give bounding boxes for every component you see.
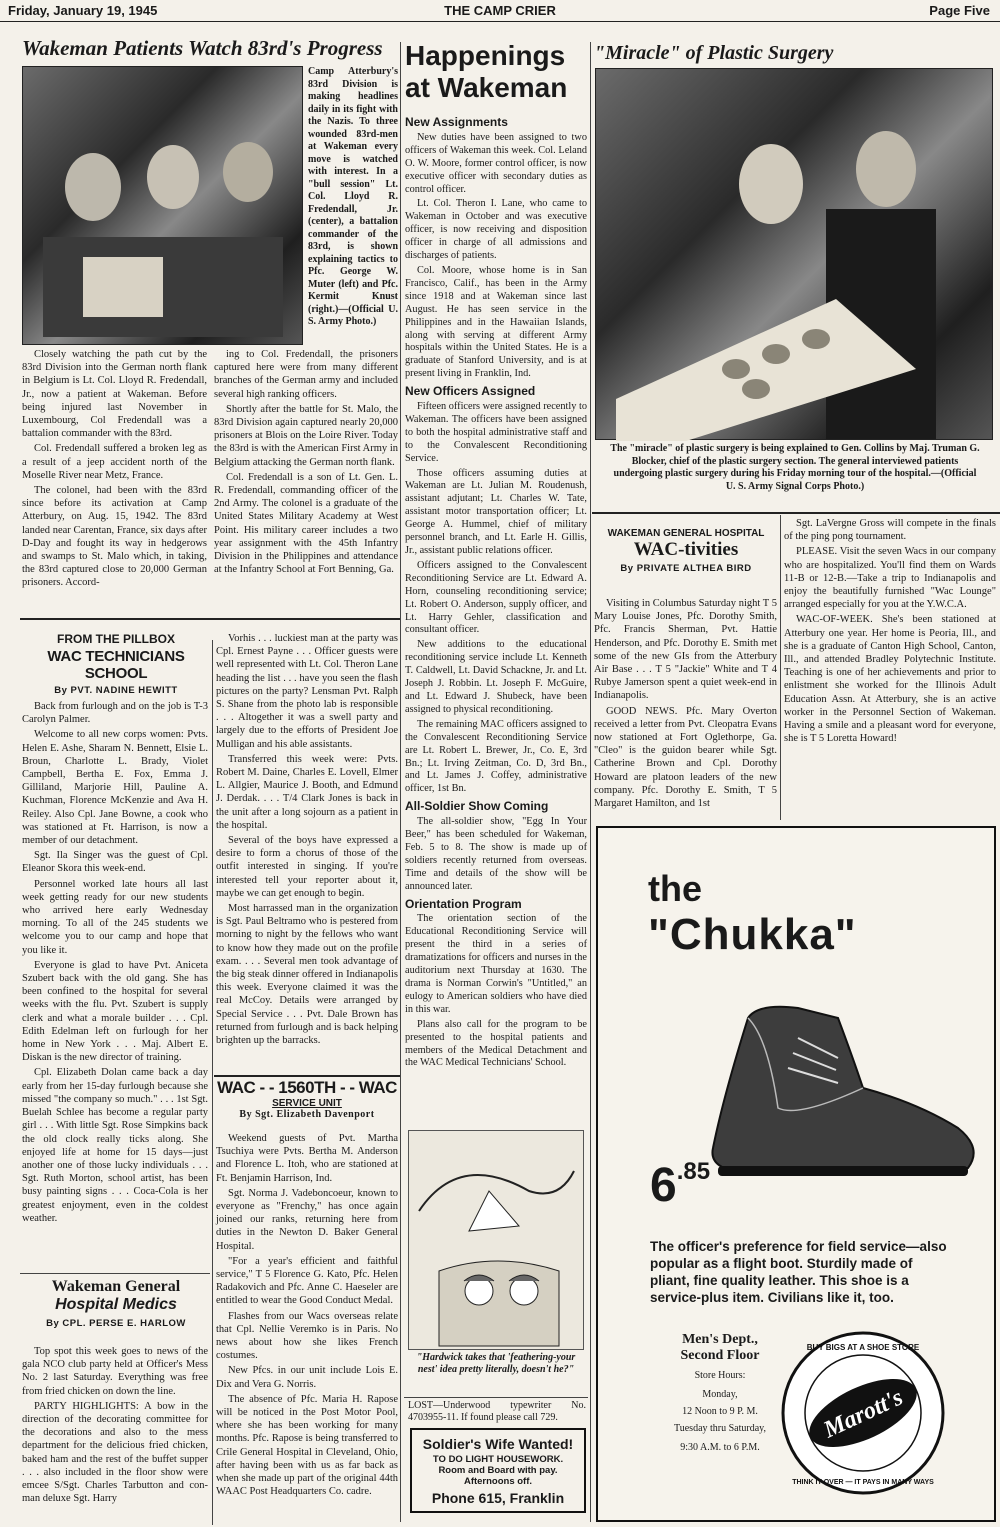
- subhead: Orientation Program: [405, 896, 522, 911]
- paragraph: New additions to the educational reconditioning service include Lt. Kenneth T. Caldwell, Lt. David Schackne, Jr. and Lt. Joseph J. Robbin. Lt. Joseph F. McGuire, and Lt. Edward J. Shubeck, have been assigned to physical reconditioning.: [405, 639, 587, 715]
- paragraph: Sgt. Ila Singer was the guest of Cpl. Eleanor Skora this week-end.: [22, 850, 208, 875]
- chukka-the: the: [648, 868, 702, 909]
- issue-date: Friday, January 19, 1945: [8, 3, 158, 18]
- pillbox-column-1: [22, 700, 208, 1278]
- paragraph: Welcome to all new corps women: Pvts. Helen E. Ashe, Sharam N. Bennett, Elsie L. Broun, Charlotte L. Brady, Violet Campbell, Bertha E. Fox, Emma J. Gilliland, Marjorie Hill, Pauline A. Kuchman, Florence McKenzie and Ava H. Reiley. Also Cpl. Jane Bowne, a cook who was stationed at Ft. Harrison, is now a member of our detachment.: [22, 729, 208, 847]
- happenings-headline: Happenings at Wakeman: [405, 40, 568, 103]
- marotts-seal-icon: [778, 1328, 948, 1498]
- medics-title-2: Hospital Medics: [55, 1296, 177, 1313]
- paragraph: The all-soldier show, "Egg In Your Beer," has been scheduled for Wakeman, Feb. 5 to 8. The show is made up of soldiers recently returned from overseas. Time and details of the show will be announced later.: [405, 816, 587, 892]
- paragraph: Several of the boys have expressed a desire to form a chorus of those of the outfit interested in singing. If you're interested tell your reporter about it, maybe we can get enough to begin.: [216, 835, 398, 899]
- newspaper-name: THE CAMP CRIER: [444, 3, 556, 18]
- hours-title: Store Hours:: [694, 1370, 746, 1381]
- wife-ad-line1: TO DO LIGHT HOUSEWORK.: [432, 1454, 564, 1465]
- paragraph: Col. Moore, whose home is in San Francisco, Calif., has been in the Army since 1918 and at Wakeman since last August. He has seen service in the Philippines and in the Hawaiian Islands, along with serving at different Army hospitals within the United States. He is a graduate of Stanford University, and is at present living in Franklin, Ind.: [405, 264, 587, 380]
- paragraph: The orientation section of the Educational Reconditioning Service will present the third in a series of dramatizations for officers and nurses in the auditorium next Thursday at 1630. The drama is Norman Corwin's "Untitled," an eulogy to American soldiers who have died in this war.: [405, 913, 587, 1015]
- paragraph: Col. Fredendall suffered a broken leg as a result of a jeep accident north of the Moselle River near Metz, France.: [22, 443, 207, 481]
- cartoon-caption: "Hardwick takes that 'feathering-your nest' idea pretty literally, doesn't he?": [416, 1352, 576, 1375]
- surgery-photo-image: [596, 69, 994, 441]
- soldiers-wife-ad: [410, 1428, 586, 1513]
- wactivities-kicker: WAKEMAN GENERAL HOSPITAL: [607, 528, 765, 539]
- paragraph: The remaining MAC officers assigned to the Convalescent Reconditioning Service are Lt. Robert L. Brewer, Jr., Co. E, 3rd Bn.; Lt. Irving Zeitman, Co. D, 3rd Bn., and Lt. James J. Coffey, administrative officer, 1st Bn.: [405, 718, 587, 795]
- wactivities-head: [594, 528, 778, 584]
- subhead: New Officers Assigned: [405, 384, 536, 399]
- medics-head: [22, 1278, 210, 1338]
- wife-ad-phone: Phone 615, Franklin: [431, 1490, 565, 1506]
- paragraph: Cpl. Elizabeth Dolan came back a day early from her 15-day furlough because she missed "the company so much." . . . 1st Sgt. Buelah Schlee has become a regular party girl . . . With little Sgt. Rose Simpkins back the old clock really ticks along. She enjoyed life at home for 15 days—just another one of those lucky individuals . . . Sgt. Ruth Morton, school artist, has been busy painting signs . . . Coca-Cola is her greatest enjoyment, even in the coldest weather.: [22, 1067, 208, 1224]
- wac1560-head: [216, 1078, 398, 1128]
- paragraph: GOOD NEWS. Pfc. Mary Overton received a letter from Pvt. Cleopatra Evans now stationed at Fort Oglethorpe, Ga. "Cleo" is the guidon bearer while Sgt. Catherine Brown and Cpl. Dorothy Howard are platoon leaders of the new company. Pfc. Dorothy E. Smith, T 5 Margaret Hamilton, and 1st: [594, 705, 777, 810]
- chukka-copy: The officer's preference for field service—also popular as a flight boot. Sturdily made of pliant, fine quality leather. This shoe is a service-plus item. Civilians like it, too.: [650, 1239, 947, 1305]
- paragraph: Sgt. Norma J. Vadeboncoeur, known to everyone as "Frenchy," has once again joined our ranks, returning here from duties in the Newton D. Baker General Hospital.: [216, 1187, 398, 1252]
- paragraph: Vorhis . . . luckiest man at the party was Cpl. Ernest Payne . . . Officer guests were well represented with Lt. Col. Theron Lane heading the list . . . have you seen the flash pictures on the party? Lensman Pvt. Ralph S. Shane from the photo lab is responsible . . . Altogether it was a swell party and largely due to the efforts of President Joe Mulligan and his able assistants.: [216, 633, 398, 750]
- hours-line-3: Tuesday thru Saturday,: [673, 1423, 767, 1434]
- paragraph: PARTY HIGHLIGHTS: A bow in the direction of the decorating committee for the decorations and also to the mess department for the delicious fried chicken, baked ham and the rest of the buffet supper . . . also included in the floor show were emcee S/Sgt. Charles Tarbutton and con-man deluxe Sgt. Harry: [22, 1400, 208, 1505]
- column-rule: [590, 42, 591, 1522]
- wactivities-title: WAC-tivities: [633, 539, 739, 560]
- page-number: Page Five: [929, 3, 990, 18]
- section-divider: [214, 1075, 400, 1077]
- paragraph: Those officers assuming duties at Wakeman are Lt. Julian M. Roudenush, assistant adjutant; Lt. Charles W. Tate, assistant motor transportation officer; Lt. George A. Hummel, chief of military personnel branch, and Lt. Earle H. Gillis, Jr., assistant public relations officer.: [405, 467, 587, 556]
- pillbox-byline: By PVT. NADINE HEWITT: [54, 685, 178, 696]
- medics-body: [22, 1345, 208, 1523]
- paragraph: New Pfcs. in our unit include Lois E. Dix and Vera G. Norris.: [216, 1365, 398, 1390]
- hours-line-1: Monday,: [702, 1389, 738, 1400]
- wife-ad-title: Soldier's Wife Wanted!: [422, 1436, 574, 1452]
- paragraph: Most harrassed man in the organization is Sgt. Paul Beltramo who is pestered from morning to night by the fellows who want to know how they made out on the profile exam. . . . Several men took advantage of the big steak dinner offered in Indianapolis this week. Everyone claimed it was the real McCoy. Details were arranged by Special Service . . . Pvt. Dale Brown has returned from furlough and is back helping brighten up the barracks.: [216, 903, 398, 1047]
- pillbox-column-2: [216, 632, 398, 1077]
- wactivities-column-1: [594, 597, 777, 817]
- wife-ad-line2: Room and Board with pay. Afternoons off.: [438, 1465, 558, 1487]
- wac1560-title: WAC - - 1560TH - - WAC: [217, 1078, 397, 1097]
- dept-line-2: Second Floor: [680, 1348, 760, 1363]
- paragraph: Back from furlough and on the job is T-3 Carolyn Palmer.: [22, 701, 208, 726]
- svg-text:THINK IT OVER — IT PAYS IN MAN: THINK IT OVER — IT PAYS IN MANY WAYS: [792, 1479, 934, 1486]
- chukka-ad: [596, 826, 996, 1522]
- cartoon-drawing: [409, 1131, 585, 1351]
- story1-photo-caption: Camp Atterbury's 83rd Division is making headlines daily in its fight with the Nazis. To three wounded 83rd-men at Wakeman every move is watched with interest. In a "bull session" Lt. Col. Lloyd R. Fredendall, Jr. (center), a battalion commander of the 83rd, is shown explaining tactics to Pfc. George W. Muter (left) and Pfc. Kermit Knust (right.)—(Official U. S. Army Photo.): [308, 66, 398, 327]
- wactivities-byline: By PRIVATE ALTHEA BIRD: [620, 563, 752, 574]
- subhead: All-Soldier Show Coming: [405, 799, 549, 814]
- section-divider: [404, 1397, 588, 1398]
- paragraph: The absence of Pfc. Maria H. Rapose will be noticed in the Post Motor Pool, where she has been working for many months. Pfc. Rapose is being transferred to Crile General Hospital in Cleveland, Ohio, after having been with us as far back as when she made up part of the original 44th WAAC Post Headquarters Co. cadre.: [216, 1393, 398, 1498]
- patients-photo-image: [23, 67, 304, 346]
- price-cents: .85: [676, 1158, 711, 1185]
- medics-title-1: Wakeman General: [51, 1278, 181, 1295]
- column-rule: [780, 515, 781, 820]
- marotts-logo: [778, 1328, 948, 1498]
- paragraph: Transferred this week were: Pvts. Robert M. Daine, Charles E. Lovell, Elmer L. Allgier, Maurice J. Booth, and Edmund J. Derdak. . . . T/4 Clark Jones is back in the unit after a long sojourn as a patient in the hospital.: [216, 753, 398, 831]
- miracle-headline-wrap: [594, 42, 994, 68]
- column-rule: [400, 42, 401, 1522]
- paragraph: The colonel, had been with the 83rd since before its activation at Camp Atterbury, on Aug. 15, 1942. The 83rd landed near Carentan, France, six days after D-Day and fought its way in hedgerows and swamps to St. Malo which, in taking, the 83rd captured close to 20,000 German prisoners. Accord-: [22, 485, 207, 589]
- subhead: New Assignments: [405, 115, 508, 129]
- pillbox-kicker: FROM THE PILLBOX: [57, 632, 175, 646]
- miracle-headline: "Miracle" of Plastic Surgery: [594, 42, 834, 64]
- paragraph: Officers assigned to the Convalescent Reconditioning Service are Lt. Edward A. Horn, counseling reconditioning service; Lt. Robert O. Anderson, supply officer, and Lt. Harry Gehler, classification and consultant officer.: [405, 559, 587, 636]
- paragraph: Flashes from our Wacs overseas relate that Cpl. Nellie Veremko is in Paris. No news about how she likes French costumes.: [216, 1310, 398, 1362]
- section-divider: [592, 512, 1000, 514]
- section-divider: [20, 1273, 210, 1274]
- hours-line-4: 9:30 A.M. to 6 P.M.: [680, 1442, 760, 1453]
- chukka-boot-image: [688, 998, 988, 1188]
- column-rule: [212, 640, 213, 1525]
- paragraph: Col. Fredendall is a son of Lt. Gen. L. R. Fredendall, commanding officer of the 2nd Army. The colonel is a graduate of the United States Military Academy at West Point. His military career includes a two year assignment with the 45th Infantry Division in the Philippines and attendance at the Infantry School at Fort Benning, Ga.: [214, 471, 398, 576]
- paragraph: Everyone is glad to have Pvt. Aniceta Szubert back with the old gang. She has been confined to the hospital for several weeks with the flu. Pvt. Szubert is supply clerk and what a morale builder . . . Cpl. Edith Edelman left on furlough for her home in New York . . . Maj. Albert E. Diskan is the new director of training.: [22, 959, 208, 1064]
- paragraph: Fifteen officers were assigned recently to Wakeman. The officers have been assigned to both the hospital administrative staff and to the Convalescent Reconditioning Service.: [405, 401, 587, 464]
- wac1560-byline: By Sgt. Elizabeth Davenport: [239, 1109, 375, 1120]
- happenings-body: [405, 112, 587, 1069]
- paragraph: Visiting in Columbus Saturday night T 5 Mary Louise Jones, Pfc. Dorothy Smith, Pfc. Francis Sherman, Pvt. Hattie Henderson, and Pfc. Dorothy E. Smith met some of the new GIs from the Atterbury Air Base . . . T 5 "Jackie" White and T 4 Rubye Jamerson spent a quiet week-end in Indianapolis.: [594, 598, 777, 702]
- svg-text:BUY BIGS AT A SHOE STORE: BUY BIGS AT A SHOE STORE: [806, 1343, 920, 1352]
- wac1560-subtitle: SERVICE UNIT: [272, 1098, 342, 1109]
- paragraph: ing to Col. Fredendall, the prisoners captured here were from many different branches of the German army and included several high ranking officers.: [214, 349, 398, 400]
- chukka-name: "Chukka": [648, 910, 857, 959]
- wactivities-column-2: [784, 517, 996, 817]
- story1-column-2: [214, 348, 398, 608]
- story1-headline-wrap: [22, 36, 400, 66]
- miracle-caption: The "miracle" of plastic surgery is being explained to Gen. Collins by Maj. Truman G. Blocker, chief of the plastic surgery section. The general interviewed patients undergoing plastic surgery during his Friday morning tour of the hospital.—(Official U. S. Army Signal Corps Photo.): [610, 443, 980, 492]
- pillbox-head: [22, 632, 210, 696]
- paragraph: New duties have been assigned to two officers of Wakeman this week. Col. Leland O. W. Moore, former control officer, is now executive officer with secondary duties as control officer.: [405, 131, 587, 195]
- lost-notice: LOST—Underwood typewriter No. 4703955-11. If found please call 729.: [408, 1400, 586, 1423]
- paragraph: Personnel worked late hours all last week getting ready for our new students who arrived here early Wednesday morning. To all of the 245 students we welcome you to our camp and hope that you like it.: [22, 878, 208, 956]
- paragraph: Top spot this week goes to news of the gala NCO club party held at Officer's Mess No. 2 last Saturday. Everything was free from fried chicken on down the line.: [22, 1346, 208, 1397]
- pillbox-title: WAC TECHNICIANS SCHOOL: [47, 648, 185, 682]
- paragraph: Shortly after the battle for St. Malo, the 83rd Division again captured nearly 20,000 prisoners at Blois on the Loire River. Today the 83rd is with the American First Army in Belgium attacking the German north flank.: [214, 403, 398, 468]
- paragraph: Plans also call for the program to be presented to the hospital patients and members of the Medical Detachment and the WAC Medical Technicians' School.: [405, 1018, 587, 1069]
- story1-headline: Wakeman Patients Watch 83rd's Progress: [22, 36, 383, 60]
- medics-byline: By CPL. PERSE E. HARLOW: [46, 1318, 186, 1329]
- paragraph: "For a year's efficient and faithful service," T 5 Florence G. Kato, Pfc. Helen Radakovich and Pfc. Anne C. Haeseler are entitled to wear the Good Conduct Medal.: [216, 1255, 398, 1307]
- chukka-price: [650, 1158, 710, 1213]
- paragraph: PLEASE. Visit the seven Wacs in our company who are hospitalized. You'll find them on Wards 11-B or 12-B.—Take a trip to Indianapolis and enjoy the beautifully furnished "Wac Lounge" arranged especially for you at the Y.W.C.A.: [784, 546, 996, 611]
- cartoon-illustration: [408, 1130, 584, 1350]
- section-divider: [20, 618, 400, 620]
- story1-column-1: [22, 348, 207, 608]
- paragraph: Sgt. LaVergne Gross will compete in the finals of the ping pong tournament.: [784, 518, 996, 543]
- price-dollars: 6: [650, 1159, 677, 1212]
- paragraph: Lt. Col. Theron I. Lane, who came to Wakeman in October and was executive officer, is now receiving and disposition officer in charge of all admissions and discharges of patients.: [405, 198, 587, 262]
- paragraph: Closely watching the path cut by the 83rd Division into the German north flank in Belgium is Lt. Col. Lloyd R. Fredendall, Jr., now a patient at Wakeman. Before being injured last November in Luxembourg, Col Fredendall was a battalion commander with the 83rd.: [22, 349, 207, 440]
- chukka-store-info: [650, 1332, 790, 1453]
- dept-line-1: Men's Dept.,: [682, 1332, 758, 1347]
- paragraph: Weekend guests of Pvt. Martha Tsuchiya were Pvts. Bertha M. Anderson and Florence L. Itoh, who are stationed at Ft. Benjamin Harrison, Ind.: [216, 1133, 398, 1184]
- happenings-head: [405, 40, 587, 112]
- miracle-photo: [595, 68, 993, 440]
- page-header: [0, 0, 1000, 22]
- story1-photo: [22, 66, 303, 345]
- svg-text:Marott's: Marott's: [819, 1384, 907, 1444]
- paragraph: WAC-OF-WEEK. She's been stationed at Atterbury one year. Her home is Peoria, Ill., and she is a graduate of Canton High School, Canton, Ill., and attended Bradley Polytechnic Institute. Teaching is one of her achievements and prior to enlistment she worked for the Illinois Adult Education Assn. At Atterbury, she is an active worker in the Personnel Section of Wakeman. Having a smile and a pleasant word for everyone, she is T 5 Loretta Howard!: [784, 614, 996, 745]
- wac1560-body: [216, 1132, 398, 1524]
- hours-line-2: 12 Noon to 9 P. M.: [682, 1406, 758, 1417]
